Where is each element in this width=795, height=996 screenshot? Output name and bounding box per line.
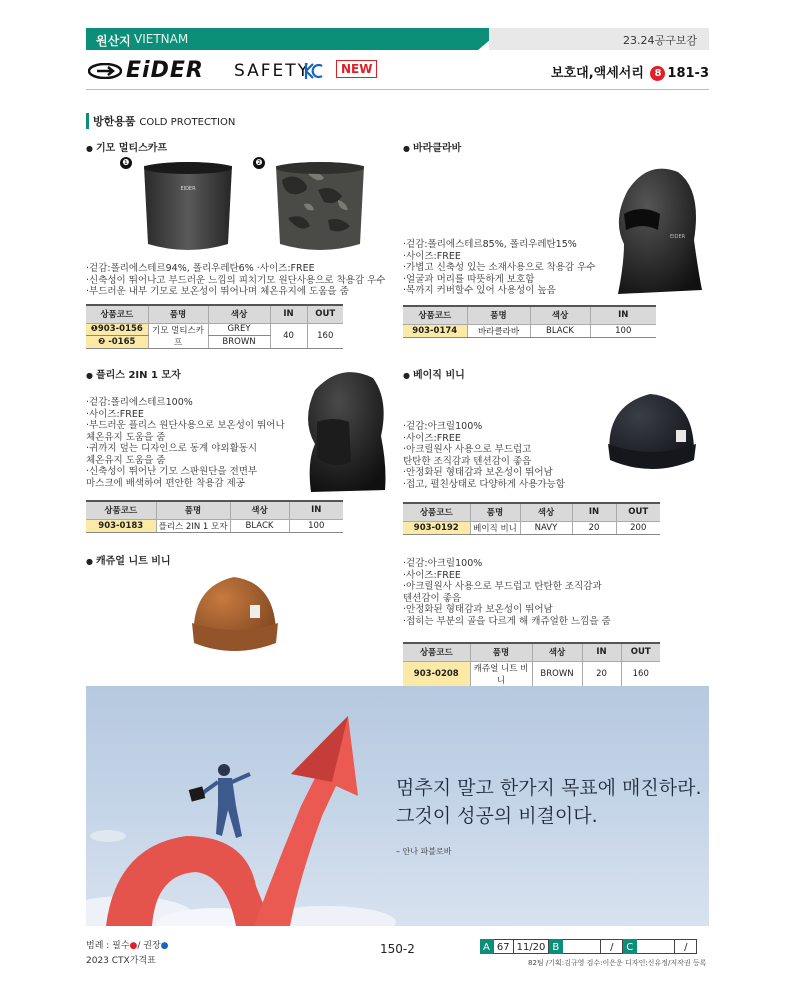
section-title-en: COLD PROTECTION	[139, 117, 236, 128]
casual-beanie-description	[403, 558, 611, 627]
footer-year: 2023 CTX가격표	[86, 956, 156, 966]
col-header: IN	[289, 501, 343, 519]
product-name: 바라클라바	[467, 324, 530, 337]
category-page: 181-3	[667, 66, 709, 81]
fleece-desc-line: 마스크에 배색하여 편안한 착용감 제공	[86, 477, 245, 489]
col-header: 품명	[467, 306, 530, 324]
banner-quote-line: 그것이 성공의 비결이다.	[396, 805, 598, 827]
status-c-field	[637, 939, 675, 954]
casual-beanie-desc-line: ·아크릴원사 사용으로 부드럽고 탄탄한 조직감과	[403, 581, 602, 592]
product-code: 903-0174	[403, 324, 467, 337]
catalog-label: 23.24공구보감	[623, 34, 697, 47]
banner-quote-line: 멈추지 말고 한가지 목표에 매진하라.	[396, 777, 702, 799]
basic-beanie-desc-line: ·겉감:아크릴100%	[403, 421, 483, 432]
fleece-description	[86, 397, 285, 489]
product-name: 기모 멀티스카프	[148, 323, 208, 348]
brand-row	[86, 58, 709, 84]
balaclava-desc-line: ·사이즈:FREE	[403, 250, 461, 262]
header-bar	[86, 28, 709, 50]
catalog-strip	[489, 28, 709, 50]
balaclava-desc-line: ·겉감:폴리에스테르85%, 폴리우레탄15%	[403, 239, 577, 250]
casual-beanie-image	[188, 573, 282, 659]
col-header: 색상	[530, 306, 590, 324]
product-title-multiscarf: ● 기모 멀티스카프	[86, 139, 167, 154]
casual-beanie-desc-line: ·안정화된 형태감과 보온성이 뛰어남	[403, 604, 553, 615]
brand-name: EiDER	[126, 58, 204, 83]
product-title-casual-beanie: ● 캐쥬얼 니트 비니	[86, 552, 171, 567]
legend-recommended-label: / 권장	[137, 941, 161, 951]
col-header: 색상	[208, 305, 270, 323]
col-header: OUT	[307, 305, 343, 323]
product-out: 160	[307, 323, 343, 348]
footer-credit: 82팀 /기획:김규영 검수:이은운 디자인:신유정/저작권 등록	[528, 959, 707, 967]
multiscarf-grey-image	[136, 160, 240, 256]
col-header: 색상	[230, 501, 289, 519]
fleece-desc-line: ·부드러운 플리스 원단사용으로 보온성이 뛰어나	[86, 420, 285, 431]
recommended-dot-icon: ●	[160, 941, 169, 951]
product-color: GREY	[208, 323, 270, 336]
product-code: ❷ -0165	[86, 336, 148, 349]
product-code: 903-0192	[403, 521, 470, 534]
legend	[86, 938, 169, 951]
basic-beanie-spec-table	[403, 502, 660, 535]
col-header: OUT	[616, 503, 660, 521]
col-header: 상품코드	[403, 503, 470, 521]
multiscarf-desc-line: ·겉감:폴리에스테르94%, 폴리우레탄6% ·사이즈:FREE	[86, 263, 315, 274]
col-header: IN	[270, 305, 307, 323]
product-title-fleece-hat: ● 플리스 2IN 1 모자	[86, 366, 181, 381]
casual-beanie-desc-line: ·접히는 부분의 골을 다르게 해 캐쥬얼한 느낌을 줌	[403, 615, 611, 627]
status-67: 67	[494, 939, 514, 954]
col-header: 품명	[148, 305, 208, 323]
product-out: 160	[621, 661, 660, 686]
fleece-desc-line: ·신축성이 뛰어난 기모 스판원단을 전면부	[86, 466, 258, 477]
col-header: 상품코드	[86, 305, 148, 323]
col-header: 품명	[156, 501, 230, 519]
product-in: 20	[582, 661, 621, 686]
origin-label: 원산지	[96, 34, 131, 48]
section-title-kr: 방한용품	[93, 115, 136, 128]
status-c: C	[623, 939, 637, 954]
status-a: A	[480, 939, 494, 954]
variant-1-marker: ❶	[120, 157, 132, 169]
product-color: BROWN	[532, 661, 582, 686]
kc-cert-icon	[302, 61, 324, 81]
status-b-slash: /	[601, 939, 623, 954]
product-out: 200	[616, 521, 660, 534]
status-b-field	[563, 939, 601, 954]
page-number: 150-2	[380, 942, 415, 956]
product-in: 40	[270, 323, 307, 348]
origin-strip	[86, 28, 478, 50]
product-in: 20	[572, 521, 616, 534]
col-header: IN	[590, 306, 656, 324]
product-title-basic-beanie: ● 베이직 비니	[403, 366, 465, 381]
col-header: 상품코드	[86, 501, 156, 519]
header-divider	[86, 89, 709, 90]
balaclava-desc-line: ·얼굴과 머리를 따뜻하게 보호함	[403, 273, 535, 285]
fleece-hat-image	[293, 366, 391, 496]
required-dot-icon: ●	[129, 941, 138, 951]
basic-beanie-image	[602, 388, 700, 480]
variant-2-marker: ❷	[253, 157, 265, 169]
legend-required-label: 범례 : 필수	[86, 941, 130, 951]
col-header: OUT	[621, 643, 660, 661]
casual-beanie-spec-table	[403, 642, 660, 687]
col-header: 상품코드	[403, 643, 470, 661]
product-color: NAVY	[520, 521, 572, 534]
product-name: 플리스 2IN 1 모자	[156, 519, 230, 532]
status-c-slash: /	[675, 939, 697, 954]
balaclava-description	[403, 239, 595, 297]
balaclava-spec-table	[403, 305, 656, 338]
basic-beanie-desc-line: ·안정화된 형태감과 보온성이 뛰어남	[403, 467, 553, 478]
basic-beanie-desc-line: ·아크릴원사 사용으로 부드럽고	[403, 444, 532, 455]
basic-beanie-desc-line: ·사이즈:FREE	[403, 432, 461, 444]
casual-beanie-desc-line: ·사이즈:FREE	[403, 569, 461, 581]
multiscarf-desc-line: ·부드러운 내부 기모로 보온성이 뛰어나며 체온유지에 도움을 줌	[86, 286, 349, 297]
product-code: ❶903-0156	[86, 323, 148, 336]
multiscarf-camo-image	[268, 160, 372, 256]
col-header: 품명	[470, 503, 520, 521]
product-title-balaclava: ● 바라클라바	[403, 139, 461, 154]
eider-logo-icon	[88, 63, 122, 79]
status-b: B	[549, 939, 563, 954]
multiscarf-desc-line: ·신축성이 뛰어나고 부드러운 느낌의 피치기모 원단사용으로 착용감 우수	[86, 274, 386, 286]
col-header: 상품코드	[403, 306, 467, 324]
fleece-desc-line: ·귀까지 덮는 디자인으로 동계 야외활동시	[86, 443, 258, 454]
col-header: 색상	[520, 503, 572, 521]
fleece-desc-line: ·사이즈:FREE	[86, 408, 144, 420]
fleece-spec-table	[86, 500, 343, 533]
fleece-desc-line: 체온유지 도움을 줌	[86, 454, 166, 466]
svg-text:EIDER: EIDER	[180, 186, 196, 192]
banner-author: – 안나 파블로바	[396, 847, 452, 856]
casual-beanie-desc-line: ·겉감:아크릴100%	[403, 558, 483, 569]
col-header: IN	[572, 503, 616, 521]
product-color: BROWN	[208, 336, 270, 349]
status-date: 11/20	[514, 939, 550, 954]
brand-safety: SAFETY	[234, 61, 311, 81]
product-color: BLACK	[530, 324, 590, 337]
multiscarf-spec-table	[86, 304, 343, 349]
category-number: 8	[650, 66, 665, 81]
product-code: 903-0208	[403, 661, 470, 686]
col-header: 색상	[532, 643, 582, 661]
product-in: 100	[289, 519, 343, 532]
svg-text:EIDER: EIDER	[670, 234, 686, 240]
motivational-banner	[86, 686, 709, 926]
product-name: 캐쥬얼 니트 비니	[470, 661, 532, 686]
product-color: BLACK	[230, 519, 289, 532]
fleece-desc-line: 체온유지 도움을 줌	[86, 431, 166, 443]
balaclava-desc-line: ·목까지 커버할수 있어 사용성이 높음	[403, 285, 556, 296]
basic-beanie-description	[403, 421, 565, 490]
multiscarf-description	[86, 263, 385, 298]
banner-quote	[396, 774, 702, 830]
new-badge: NEW	[336, 60, 377, 78]
category-heading	[551, 62, 709, 81]
col-header: 품명	[470, 643, 532, 661]
fleece-desc-line: ·겉감:폴리에스테르100%	[86, 397, 193, 408]
balaclava-desc-line: ·가볍고 신축성 있는 소재사용으로 착용감 우수	[403, 262, 596, 273]
balaclava-image	[598, 160, 706, 300]
product-code: 903-0183	[86, 519, 156, 532]
section-title	[86, 113, 235, 129]
product-name: 베이직 비니	[470, 521, 520, 534]
origin-value: VIETNAM	[134, 32, 189, 46]
col-header: IN	[582, 643, 621, 661]
basic-beanie-desc-line: 탄탄한 조직감과 텐션감이 좋음	[403, 455, 532, 467]
category-name: 보호대,액세서리	[551, 66, 644, 81]
casual-beanie-desc-line: 텐션감이 좋음	[403, 592, 462, 604]
basic-beanie-desc-line: ·접고, 펼친상태로 다양하게 사용가능함	[403, 478, 565, 490]
status-strip	[480, 939, 697, 954]
product-in: 100	[590, 324, 656, 337]
